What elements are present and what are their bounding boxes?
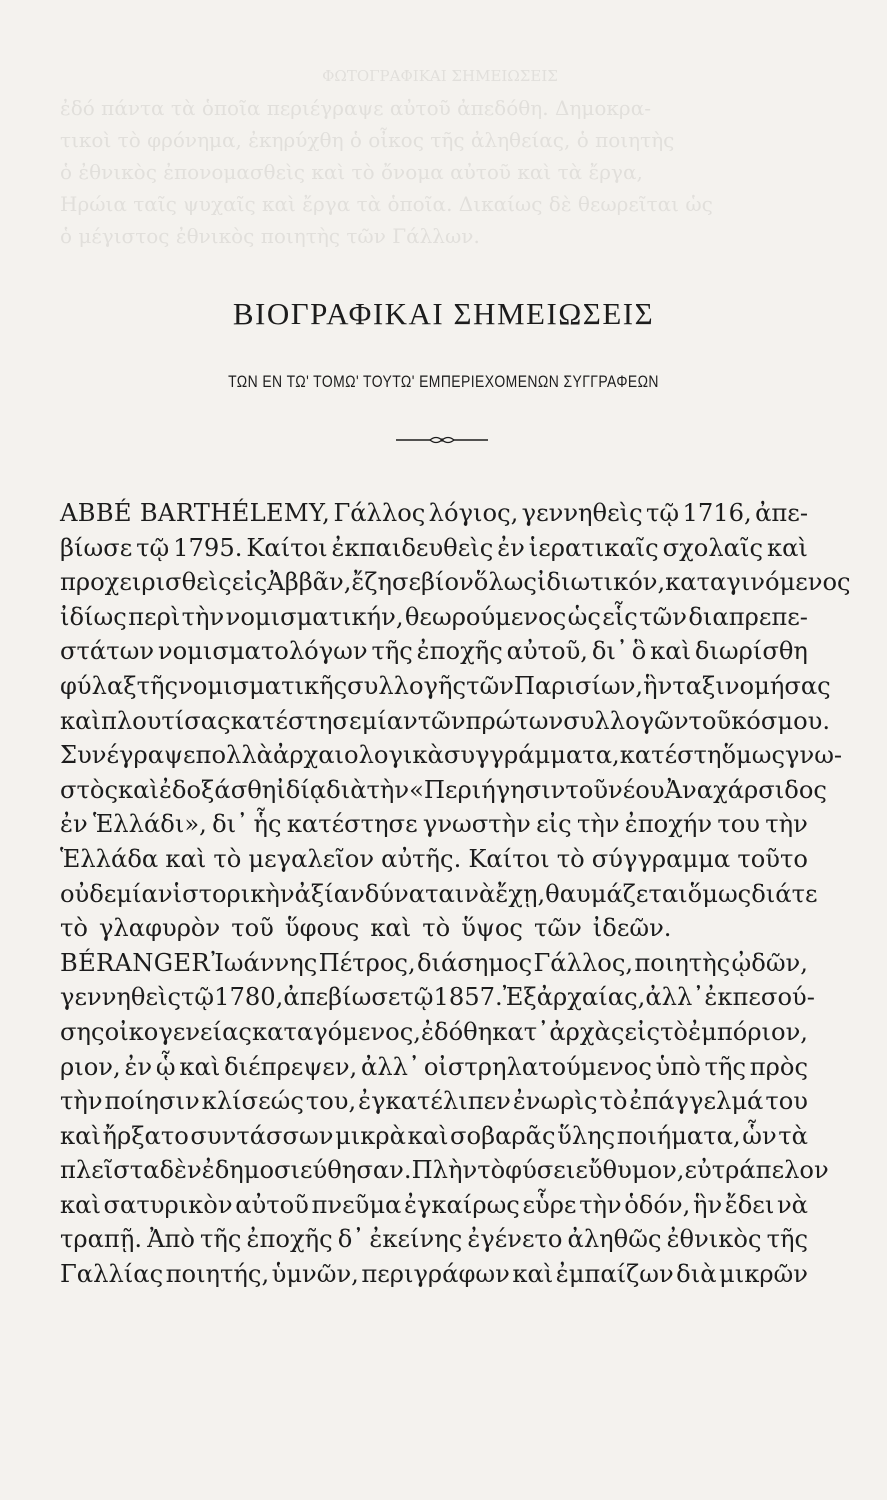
word: ἐνωρὶς — [512, 1087, 598, 1116]
word: κατέστη — [619, 741, 722, 770]
word: ἀλλ᾿ — [645, 983, 705, 1012]
word: BÉRANGER — [60, 948, 210, 977]
page-title: ΒΙΟΓΡΑΦΙΚΑΙ ΣΗΜΕΙΩΣΕΙΣ — [232, 296, 655, 331]
word: διωρίσθη — [694, 637, 808, 666]
word: κατ᾿ — [492, 1017, 550, 1046]
word: τὸ — [477, 1156, 506, 1185]
word: του — [717, 810, 761, 839]
word: τοῦτο — [737, 844, 808, 873]
word: Ἀναχάρσιδος — [664, 775, 827, 804]
word: δὲν — [159, 1156, 202, 1185]
word: Γάλλος, — [533, 948, 634, 977]
word: τῷ — [181, 983, 215, 1012]
word: ὁδόν, — [624, 1190, 691, 1219]
word: καταγινόμενος — [665, 568, 851, 597]
text-line — [60, 877, 818, 912]
word: τῆς — [371, 637, 413, 666]
word: ἐμπαίζων — [555, 1260, 674, 1289]
word: ἐδημοσιεύθησαν. — [201, 1156, 412, 1185]
word: «Περιήγησιν — [409, 775, 566, 804]
word: μικρὰ — [335, 1121, 406, 1150]
word: ἀξίαν — [294, 879, 365, 908]
word: ἐγκατέλιπεν — [358, 1087, 511, 1116]
word: πρὸς — [749, 1052, 808, 1081]
bleed-through-line: ἐδό πάντα τὰ ὁποῖα περιέγραψε αὐτοῦ ἀπεδόθη. Δημοκρα- — [60, 96, 651, 120]
word: τὸ — [422, 914, 451, 943]
text-line — [60, 669, 831, 704]
text-line — [60, 531, 808, 566]
word: κλίσεώς — [201, 1087, 304, 1116]
word: εἷς — [602, 602, 638, 631]
word: μεγαλεῖον — [248, 844, 375, 873]
text-line — [60, 980, 815, 1015]
word: τῶν — [639, 602, 687, 631]
word: Πέτρος, — [318, 948, 416, 977]
bleed-through-line: ὁ ἐθνικὸς ἐπονομασθεὶς καὶ τὸ ὄνομα αὐτοῦ καὶ τὰ ἔργα, — [60, 160, 643, 184]
word: ἐκπεσού- — [704, 983, 815, 1012]
bleed-through-line: ΦΩΤΟΓΡΑΦΙΚΑΙ ΣΗΜΕΙΩΣΕΙΣ — [322, 67, 558, 85]
word: του — [765, 1087, 808, 1116]
word: ὕφους — [284, 914, 360, 943]
word: ἐν — [124, 1052, 153, 1081]
word: σχολαῖς — [662, 533, 764, 562]
word: ὕλης — [557, 1121, 616, 1150]
word: καὶ — [512, 1260, 554, 1289]
text-line — [60, 842, 808, 877]
word: οἰστρηλατούμενος — [423, 1052, 652, 1081]
word: ἱστορικὴν — [172, 879, 295, 908]
word: οἰκογενείας — [104, 1017, 252, 1046]
word: ἐδοξάσθη — [158, 775, 277, 804]
word: ἰδιωτικόν, — [536, 568, 666, 597]
word: καταγόμενος, — [252, 1017, 421, 1046]
word: πρώτων — [465, 706, 564, 735]
word: ἀρχαίας, — [536, 983, 646, 1012]
word: αὐτοῦ, — [506, 637, 588, 666]
text-line — [60, 738, 843, 773]
word: ὑμνῶν, — [271, 1260, 359, 1289]
word: νὰ — [464, 879, 496, 908]
word: ἐκπαιδευθεὶς — [331, 533, 494, 562]
word: καὶ — [60, 1190, 101, 1219]
word: συλλογῶν — [563, 706, 689, 735]
word: του, — [305, 1087, 357, 1116]
word: βίωσε — [60, 533, 133, 562]
word: δι᾿ — [591, 637, 628, 666]
word: στὸς — [60, 775, 119, 804]
word: τῶν — [533, 914, 582, 943]
text-line — [60, 1188, 808, 1223]
word: τὴν — [765, 810, 808, 839]
text-line — [60, 565, 851, 600]
word: κατέστησε — [230, 706, 362, 735]
word: ἐν — [497, 533, 525, 562]
text-line — [60, 946, 808, 981]
word: ἔζησε — [351, 568, 422, 597]
word: Γαλλίας — [60, 1260, 164, 1289]
word: ᾧ — [155, 1052, 176, 1081]
word: τὴν — [579, 1190, 622, 1219]
word: πολλὰ — [195, 741, 273, 770]
word: 1857. — [433, 983, 503, 1012]
word: ἔδει — [724, 1190, 775, 1219]
word: εἰς — [624, 1017, 661, 1046]
bleed-through-line: ὁ μέγιστος ἐθνικὸς ποιητὴς τῶν Γάλλων. — [60, 224, 480, 248]
word: νομισματικήν, — [225, 602, 404, 631]
word: ἀρχαιολογικὰ — [273, 741, 444, 770]
word: γνωστὴν — [422, 810, 531, 839]
word: διάσημος — [416, 948, 533, 977]
word: ἱερατικαῖς — [528, 533, 659, 562]
word: γλαφυρὸν — [98, 914, 221, 943]
word: λόγιος, — [428, 499, 519, 527]
word: πνεῦμα — [311, 1190, 402, 1219]
text-line — [60, 1050, 808, 1085]
text-line — [60, 1119, 808, 1154]
word: Πλὴν — [411, 1156, 478, 1185]
word: εὐτράπελον — [684, 1156, 829, 1185]
word: τὴν — [366, 775, 410, 804]
word: ἀπε- — [755, 499, 808, 527]
word: Ἑλλάδα — [60, 844, 159, 873]
word: συντάσσων — [190, 1121, 334, 1150]
word: ποιητής, — [165, 1260, 270, 1289]
word: δι᾿ — [212, 810, 249, 839]
word: καὶ — [179, 1052, 221, 1081]
word: Ἀπὸ — [147, 1225, 195, 1254]
word: αὐτῆς. — [381, 844, 462, 873]
word: ὅμως — [687, 879, 752, 908]
word: ἀλλ᾿ — [360, 1052, 421, 1081]
word: τῆς — [766, 1225, 808, 1254]
word: Καίτοι — [246, 533, 328, 562]
word: ὅμως — [721, 741, 786, 770]
text-line — [60, 600, 808, 635]
word: κατέστησε — [286, 810, 418, 839]
word: τῆς — [200, 1225, 242, 1254]
word: τοῦ — [231, 914, 274, 943]
word: τῶν — [466, 671, 514, 700]
word: σατυρικὸν — [103, 1190, 233, 1219]
bleed-through-line: Ηρώια ταῖς ψυχαῖς καὶ ἔργα τὰ ὁποῖα. Δικαίως δὲ θεωρεῖται ὡς — [60, 192, 713, 216]
word: ἤρξατο — [102, 1121, 189, 1150]
word: τὸ — [660, 1017, 689, 1046]
word: 1716, — [682, 499, 752, 527]
word: καὶ — [165, 844, 207, 873]
word: διέπρεψεν, — [224, 1052, 358, 1081]
word: σης — [60, 1017, 105, 1046]
word: ποιητὴς — [634, 948, 731, 977]
word: ἐθνικὸς — [666, 1225, 762, 1254]
word: περὶ — [128, 602, 181, 631]
word: διὰ — [326, 775, 367, 804]
word: ἐδόθη — [421, 1017, 493, 1046]
bleed-through-text — [60, 60, 820, 252]
word: εὗρε — [522, 1190, 577, 1219]
word: ταξινομήσας — [672, 671, 831, 700]
word: εἰς — [231, 568, 268, 597]
ornament-divider-icon — [396, 434, 488, 446]
text-line — [60, 911, 808, 946]
word: σύγγραμμα — [591, 844, 731, 873]
word: τῆς — [136, 671, 179, 700]
word: συγγράμματα, — [443, 741, 620, 770]
word: τῷ — [136, 533, 170, 562]
word: 1795. — [173, 533, 243, 562]
text-line — [60, 496, 808, 531]
word: ὡς — [567, 602, 601, 631]
word: Γάλλος — [333, 499, 426, 527]
word: τὴν — [60, 1087, 103, 1116]
word: ἀπεβίωσε — [283, 983, 401, 1012]
text-line — [60, 807, 808, 842]
word: τὴν — [576, 810, 620, 839]
word: ἣν — [692, 1190, 723, 1219]
word: τὴν — [181, 602, 225, 631]
word: ἔχῃ, — [495, 879, 546, 908]
word: φύλαξ — [60, 671, 137, 700]
word: τὸ — [60, 914, 88, 943]
word: δ᾿ — [337, 1225, 365, 1254]
word: ᾠδῶν, — [731, 948, 808, 977]
word: ἐποχῆς — [416, 637, 503, 666]
word: ἣν — [643, 671, 673, 700]
word: μίαν — [361, 706, 418, 735]
word: σοβαρᾶς — [450, 1121, 556, 1150]
word: Ἀββᾶν, — [267, 568, 352, 597]
text-line — [60, 773, 827, 808]
word: Ἑλλάδι», — [92, 810, 207, 839]
word: ὅλως — [473, 568, 537, 597]
word: εἰς — [536, 810, 572, 839]
body-text — [60, 496, 851, 1292]
word: τραπῇ. — [60, 1225, 143, 1254]
page-subtitle: ΤΩΝ ΕΝ ΤΩ' ΤΟΜΩ' ΤΟΥΤΩ' ΕΜΠΕΡΙΕΧΟΜΕΝΩΝ ΣΥΓΓΡΑΦΕΩΝ — [228, 372, 659, 391]
word: ἐπάγγελμά — [629, 1087, 764, 1116]
word: τὸ — [213, 844, 242, 873]
word: τὸ — [599, 1087, 628, 1116]
word: τῷ — [646, 499, 680, 527]
text-line — [60, 1015, 808, 1050]
word: οὐδεμίαν — [60, 879, 173, 908]
word: καὶ — [60, 706, 101, 735]
word: τῷ — [400, 983, 434, 1012]
word: πλεῖστα — [60, 1156, 160, 1185]
word: στάτων — [60, 637, 155, 666]
word: τοῦ — [565, 775, 609, 804]
word: ποιήματα, — [616, 1121, 741, 1150]
word: θεωρούμενος — [404, 602, 567, 631]
word: 1780, — [214, 983, 284, 1012]
word: Παρισίων, — [513, 671, 644, 700]
word: ἐποχῆς — [246, 1225, 333, 1254]
word: ποίησιν — [104, 1087, 200, 1116]
word: διά — [751, 879, 792, 908]
word: ἀρχὰς — [549, 1017, 625, 1046]
word: Καίτοι — [468, 844, 550, 873]
word: διαπρεπε- — [688, 602, 808, 631]
word: νομισματικῆς — [178, 671, 348, 700]
word: τοῦ — [688, 706, 732, 735]
word: θαυμάζεται — [545, 879, 688, 908]
word: διὰ — [676, 1260, 717, 1289]
word: φύσει — [505, 1156, 576, 1185]
bleed-through-line: τικοὶ τὸ φρόνημα, ἐκηρύχθη ὁ οἶκος τῆς ἀληθείας, ὁ ποιητὴς — [60, 128, 675, 152]
word: περιγράφων — [361, 1260, 510, 1289]
word: πλουτίσας — [100, 706, 231, 735]
word: τὰ — [778, 1121, 808, 1150]
word: Ἐξ — [502, 983, 537, 1012]
word: ὃ — [631, 637, 647, 666]
word: ἐν — [60, 810, 88, 839]
word: προχειρισθεὶς — [60, 568, 232, 597]
word: κόσμου. — [731, 706, 831, 735]
word: ABBÉ BARTHÉLEMY, — [60, 499, 331, 527]
word: Ἰωάννης — [211, 948, 318, 977]
text-line — [60, 1257, 808, 1292]
word: γνω- — [785, 741, 843, 770]
word: ἐγένετο — [467, 1225, 563, 1254]
word: ὕψος — [461, 914, 523, 943]
text-line — [60, 1222, 808, 1257]
word: ἧς — [253, 810, 282, 839]
word: γεννηθεὶς — [60, 983, 182, 1012]
word: νέου — [608, 775, 665, 804]
word: καὶ — [650, 637, 692, 666]
word: δύναται — [364, 879, 465, 908]
word: ριον, — [60, 1052, 121, 1081]
word: εὔθυμον, — [575, 1156, 685, 1185]
word: μικρῶν — [719, 1260, 808, 1289]
word: ὑπὸ — [655, 1052, 701, 1081]
word: καὶ — [60, 1121, 101, 1150]
word: γεννηθεὶς — [521, 499, 643, 527]
word: καὶ — [118, 775, 159, 804]
word: ἐγκαίρως — [403, 1190, 520, 1219]
word: ὧν — [742, 1121, 777, 1150]
word: ἰδίᾳ — [276, 775, 327, 804]
word: συλλογῆς — [347, 671, 467, 700]
text-line — [60, 1084, 808, 1119]
word: τὸ — [556, 844, 585, 873]
text-line — [60, 704, 831, 739]
word: νὰ — [776, 1190, 808, 1219]
word: ἀληθῶς — [567, 1225, 662, 1254]
word: καὶ — [407, 1121, 449, 1150]
word: ἐκείνης — [369, 1225, 463, 1254]
word: αὐτοῦ — [235, 1190, 309, 1219]
word: τε — [791, 879, 818, 908]
word: ἰδεῶν. — [592, 914, 672, 943]
word: Συνέγραψε — [60, 741, 196, 770]
word: νομισματολόγων — [157, 637, 368, 666]
text-line — [60, 634, 808, 669]
word: βίον — [421, 568, 474, 597]
word: ἐποχήν — [624, 810, 713, 839]
word: καὶ — [370, 914, 412, 943]
word: τῆς — [704, 1052, 746, 1081]
word: καὶ — [766, 533, 808, 562]
word: ἰδίως — [60, 602, 127, 631]
word: τῶν — [417, 706, 466, 735]
word: ἐμπόριον, — [688, 1017, 808, 1046]
text-line — [60, 1153, 829, 1188]
